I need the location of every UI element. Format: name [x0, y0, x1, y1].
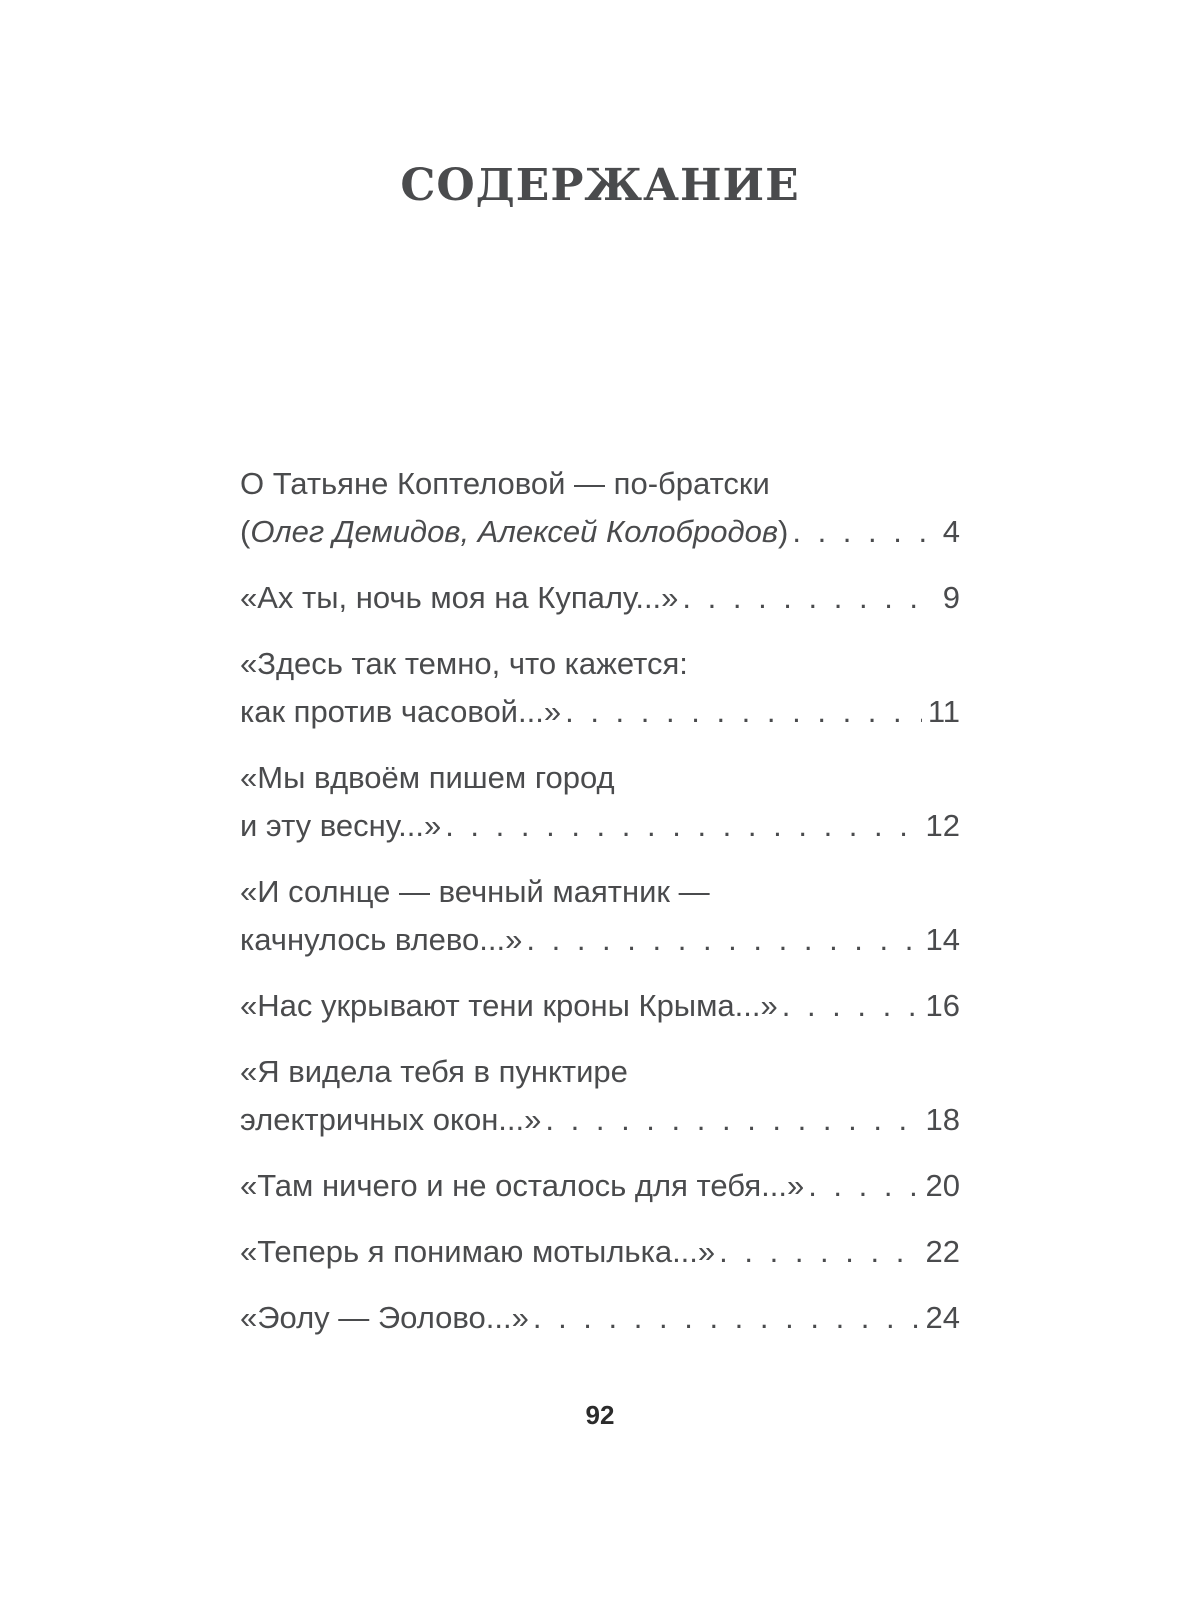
toc-entry-last-line — [240, 1228, 960, 1276]
paren-close: ) — [778, 514, 789, 549]
toc-page-number: 20 — [925, 1168, 960, 1203]
toc-entry[interactable] — [240, 982, 960, 1030]
toc-entry-line: «Я видела тебя в пунктире — [240, 1054, 628, 1089]
toc-page-number: 4 — [942, 514, 960, 549]
toc-entry-text: как против часовой...» — [240, 694, 562, 729]
toc-page-number: 16 — [925, 988, 960, 1023]
dot-leader — [808, 1162, 919, 1210]
toc-entry-last-line — [240, 508, 960, 556]
toc-entry-text: и эту весну...» — [240, 808, 442, 843]
toc-page-number: 24 — [925, 1300, 960, 1335]
toc-entry-text — [240, 508, 788, 556]
toc-entry-authors: Олег Демидов, Алексей Колобродов — [250, 514, 779, 549]
toc-entry-line: «И солнце — вечный маятник — — [240, 874, 710, 909]
dot-leader — [792, 508, 936, 556]
toc-entry[interactable] — [240, 1294, 960, 1342]
toc-entry-text: «Эолу — Эолово...» — [240, 1300, 529, 1335]
dot-leader — [533, 1294, 920, 1342]
toc-entry-last-line — [240, 574, 960, 622]
toc-page-number: 22 — [925, 1234, 960, 1269]
toc-entry-last-line — [240, 802, 960, 850]
toc-entry-line: О Татьяне Коптеловой — по-братски — [240, 466, 770, 501]
toc-entry-text: «Ах ты, ночь моя на Купалу...» — [240, 580, 679, 615]
toc-entry[interactable] — [240, 460, 960, 556]
toc-entry-last-line — [240, 916, 960, 964]
page-number: 92 — [585, 1400, 615, 1430]
toc-page-number: 18 — [925, 1102, 960, 1137]
toc-entry-last-line — [240, 982, 960, 1030]
toc-page-number: 11 — [927, 694, 960, 729]
toc-entry-line: «Мы вдвоём пишем город — [240, 760, 615, 795]
page-title: СОДЕРЖАНИЕ — [400, 160, 800, 211]
toc-entry-text: «Теперь я понимаю мотылька...» — [240, 1234, 716, 1269]
toc-page-number: 9 — [942, 580, 960, 615]
toc-entry[interactable] — [240, 868, 960, 964]
toc-entry[interactable] — [240, 1048, 960, 1144]
dot-leader — [545, 1096, 919, 1144]
toc-entry-last-line — [240, 1096, 960, 1144]
dot-leader — [782, 982, 920, 1030]
toc-entry[interactable] — [240, 640, 960, 736]
toc-page-number: 12 — [925, 808, 960, 843]
dot-leader — [682, 574, 936, 622]
dot-leader — [445, 802, 919, 850]
toc-entry-line: «Здесь так темно, что кажется: — [240, 646, 688, 681]
dot-leader — [526, 916, 919, 964]
toc-entry[interactable] — [240, 1228, 960, 1276]
table-of-contents — [240, 460, 960, 1360]
dot-leader — [565, 688, 922, 736]
toc-entry-text: электричных окон...» — [240, 1102, 542, 1137]
toc-entry-last-line — [240, 1162, 960, 1210]
toc-entry[interactable] — [240, 574, 960, 622]
toc-entry-text: «Нас укрывают тени кроны Крыма...» — [240, 988, 778, 1023]
toc-entry[interactable] — [240, 754, 960, 850]
dot-leader — [719, 1228, 919, 1276]
toc-entry-last-line — [240, 1294, 960, 1342]
toc-entry-text: «Там ничего и не осталось для тебя...» — [240, 1168, 805, 1203]
paren-open: ( — [240, 514, 251, 549]
toc-entry[interactable] — [240, 1162, 960, 1210]
toc-entry-last-line — [240, 688, 960, 736]
toc-entry-text: качнулось влево...» — [240, 922, 523, 957]
toc-page-number: 14 — [925, 922, 960, 957]
